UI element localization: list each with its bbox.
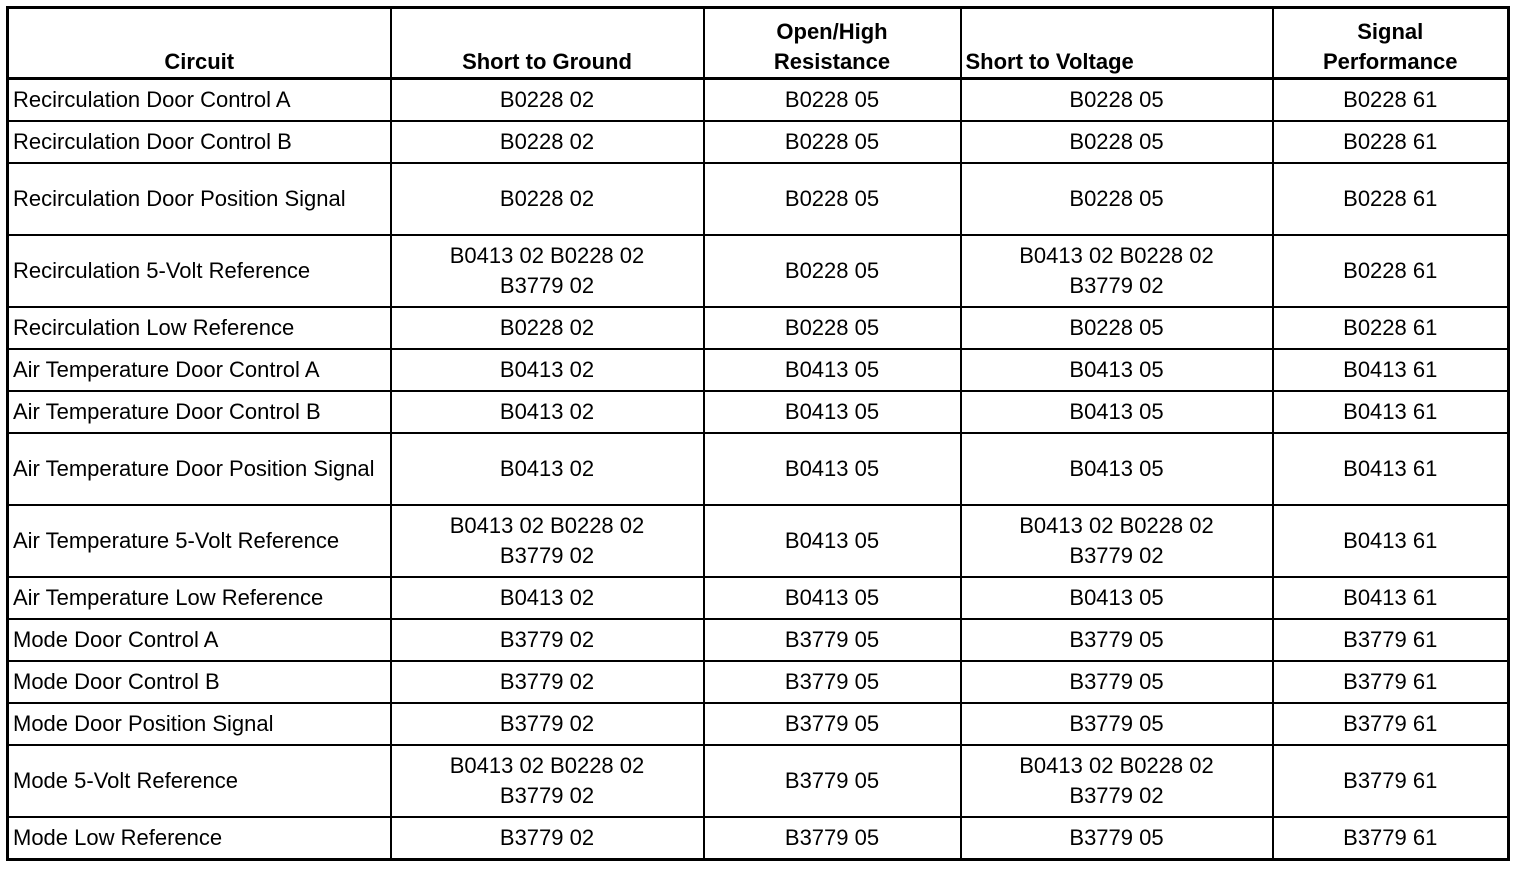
cell-short-to-ground: B3779 02 [391,619,704,661]
cell-signal-performance: B0228 61 [1273,235,1509,307]
cell-circuit: Mode 5-Volt Reference [8,745,391,817]
cell-short-to-voltage: B0413 02 B0228 02 B3779 02 [961,235,1273,307]
cell-short-to-ground: B3779 02 [391,661,704,703]
cell-circuit: Air Temperature Low Reference [8,577,391,619]
table-row [8,391,1509,433]
cell-short-to-ground: B3779 02 [391,703,704,745]
cell-circuit: Air Temperature 5-Volt Reference [8,505,391,577]
cell-open-high-resistance: B0228 05 [704,307,961,349]
cell-open-high-resistance: B0228 05 [704,79,961,122]
table-row [8,505,1509,577]
table-row [8,577,1509,619]
cell-signal-performance: B3779 61 [1273,745,1509,817]
header-circuit: Circuit [8,8,391,79]
dtc-circuit-table [6,6,1510,861]
header-open-high-resistance-text: Open/High Resistance [773,19,891,74]
cell-signal-performance: B0413 61 [1273,349,1509,391]
cell-short-to-voltage: B0413 05 [961,433,1273,505]
cell-short-to-ground: B0413 02 [391,577,704,619]
table-row [8,163,1509,235]
cell-signal-performance: B0413 61 [1273,433,1509,505]
cell-open-high-resistance: B3779 05 [704,817,961,860]
cell-short-to-voltage: B0413 05 [961,349,1273,391]
cell-signal-performance: B3779 61 [1273,619,1509,661]
cell-open-high-resistance: B0228 05 [704,163,961,235]
table-row [8,619,1509,661]
header-signal-performance-text: Signal Performance [1322,19,1458,74]
cell-short-to-ground: B0228 02 [391,307,704,349]
cell-open-high-resistance: B3779 05 [704,745,961,817]
header-short-to-voltage: Short to Voltage [961,8,1273,79]
cell-short-to-voltage: B3779 05 [961,703,1273,745]
table-row [8,79,1509,122]
cell-circuit: Air Temperature Door Control A [8,349,391,391]
cell-short-to-voltage: B0413 02 B0228 02 B3779 02 [961,745,1273,817]
cell-short-to-ground: B0228 02 [391,121,704,163]
header-open-high-resistance [704,8,961,79]
cell-open-high-resistance: B3779 05 [704,619,961,661]
cell-short-to-voltage: B0413 05 [961,391,1273,433]
cell-signal-performance: B0228 61 [1273,121,1509,163]
cell-short-to-voltage: B0413 05 [961,577,1273,619]
cell-open-high-resistance: B0413 05 [704,577,961,619]
cell-circuit: Mode Low Reference [8,817,391,860]
table-body [8,79,1509,860]
cell-short-to-voltage: B0228 05 [961,79,1273,122]
cell-short-to-voltage: B3779 05 [961,619,1273,661]
table-row [8,235,1509,307]
cell-signal-performance: B3779 61 [1273,817,1509,860]
dtc-table-container [6,6,1510,861]
cell-short-to-ground: B0413 02 [391,433,704,505]
cell-open-high-resistance: B0413 05 [704,391,961,433]
cell-circuit: Mode Door Position Signal [8,703,391,745]
cell-short-to-ground: B0413 02 B0228 02 B3779 02 [391,235,704,307]
cell-open-high-resistance: B0413 05 [704,505,961,577]
cell-circuit: Air Temperature Door Position Signal [8,433,391,505]
cell-short-to-voltage: B3779 05 [961,661,1273,703]
cell-circuit: Recirculation Door Control B [8,121,391,163]
header-signal-performance [1273,8,1509,79]
cell-circuit: Recirculation 5-Volt Reference [8,235,391,307]
cell-short-to-voltage: B0228 05 [961,121,1273,163]
cell-signal-performance: B3779 61 [1273,703,1509,745]
table-row [8,349,1509,391]
cell-open-high-resistance: B3779 05 [704,661,961,703]
header-short-to-ground: Short to Ground [391,8,704,79]
cell-signal-performance: B0413 61 [1273,577,1509,619]
table-row [8,817,1509,860]
cell-short-to-ground: B0413 02 B0228 02 B3779 02 [391,745,704,817]
table-row [8,661,1509,703]
cell-short-to-ground: B0228 02 [391,163,704,235]
cell-short-to-voltage: B3779 05 [961,817,1273,860]
cell-short-to-ground: B0413 02 [391,349,704,391]
cell-circuit: Mode Door Control B [8,661,391,703]
cell-short-to-ground: B0413 02 B0228 02 B3779 02 [391,505,704,577]
cell-open-high-resistance: B3779 05 [704,703,961,745]
cell-signal-performance: B3779 61 [1273,661,1509,703]
cell-signal-performance: B0228 61 [1273,163,1509,235]
table-row [8,121,1509,163]
cell-circuit: Air Temperature Door Control B [8,391,391,433]
cell-short-to-voltage: B0413 02 B0228 02 B3779 02 [961,505,1273,577]
cell-short-to-voltage: B0228 05 [961,307,1273,349]
cell-circuit: Mode Door Control A [8,619,391,661]
cell-signal-performance: B0413 61 [1273,391,1509,433]
cell-circuit: Recirculation Door Control A [8,79,391,122]
cell-open-high-resistance: B0228 05 [704,121,961,163]
cell-open-high-resistance: B0228 05 [704,235,961,307]
cell-circuit: Recirculation Low Reference [8,307,391,349]
cell-circuit: Recirculation Door Position Signal [8,163,391,235]
cell-short-to-voltage: B0228 05 [961,163,1273,235]
table-row [8,433,1509,505]
table-row [8,745,1509,817]
cell-signal-performance: B0228 61 [1273,307,1509,349]
table-row [8,307,1509,349]
cell-short-to-ground: B0228 02 [391,79,704,122]
cell-short-to-ground: B3779 02 [391,817,704,860]
table-header-row [8,8,1509,79]
cell-open-high-resistance: B0413 05 [704,349,961,391]
cell-signal-performance: B0228 61 [1273,79,1509,122]
table-row [8,703,1509,745]
cell-signal-performance: B0413 61 [1273,505,1509,577]
cell-open-high-resistance: B0413 05 [704,433,961,505]
cell-short-to-ground: B0413 02 [391,391,704,433]
